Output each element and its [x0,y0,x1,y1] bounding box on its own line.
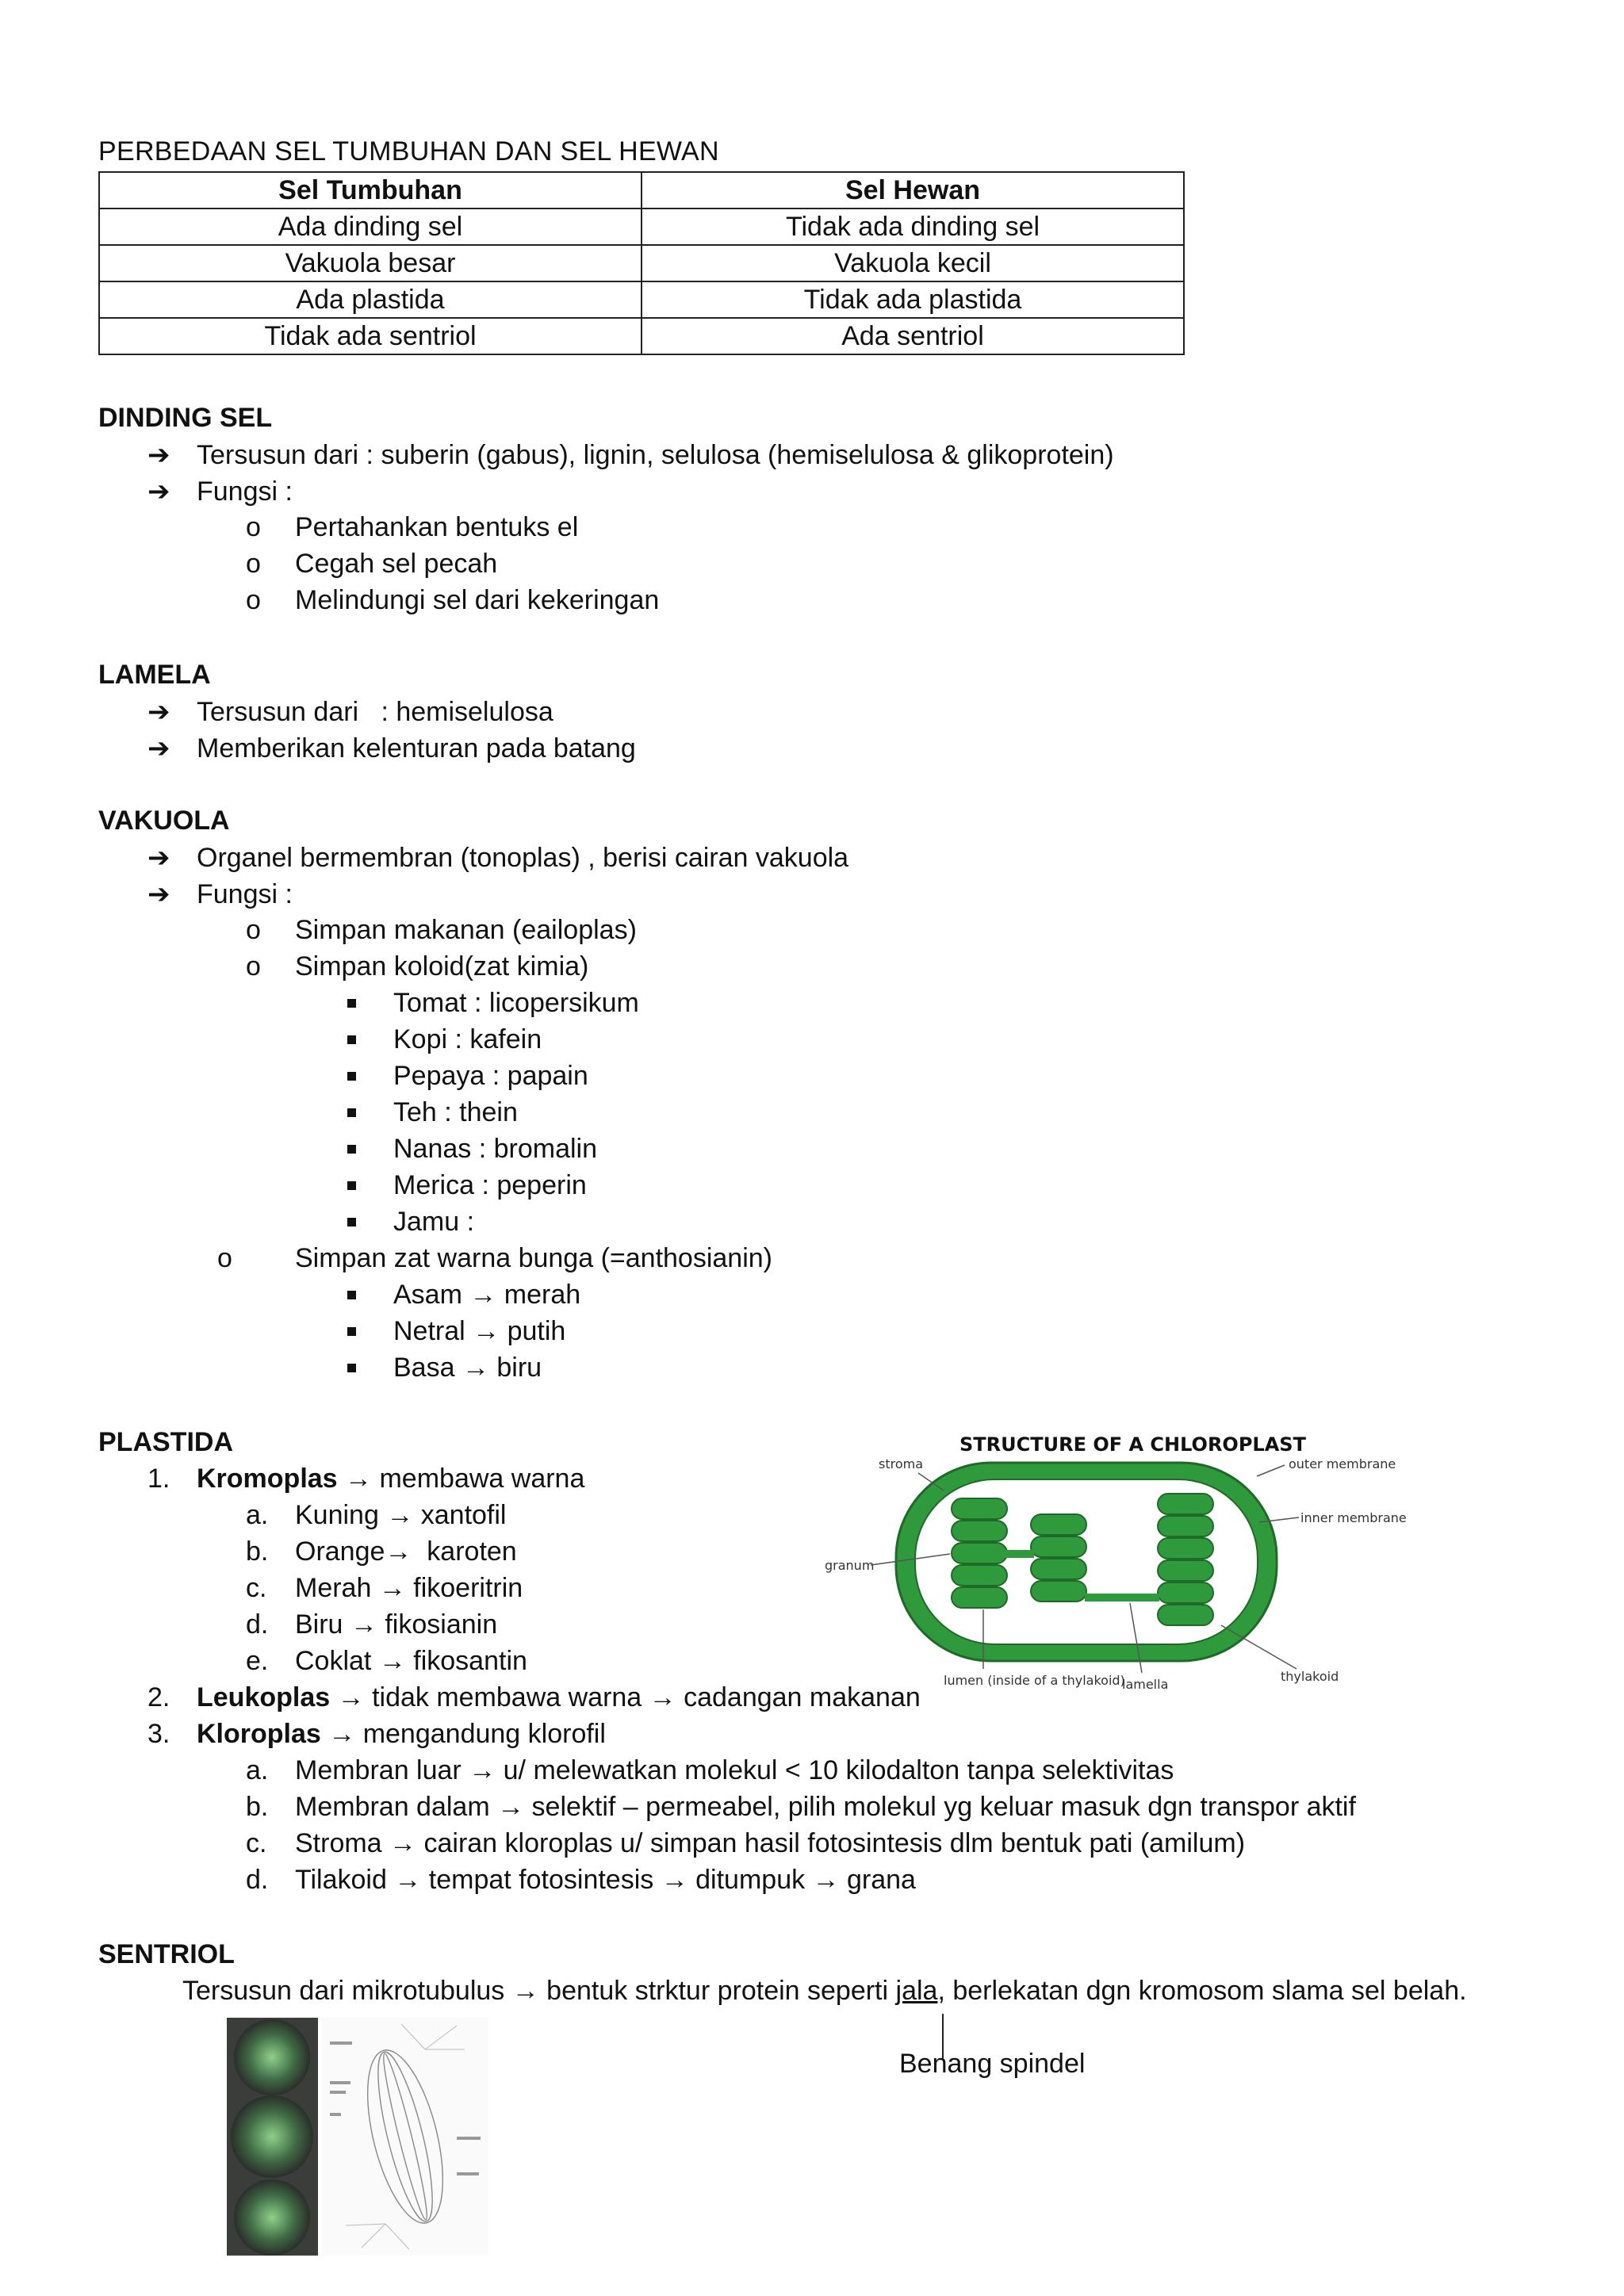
arrow-icon: ➔ [147,476,170,507]
sentriol-text-start: Tersusun dari mikrotubulus → bentuk strktur protein seperti [182,1976,896,2006]
sub-item: Simpan zat warna bunga (=anthosianin) [295,1243,772,1273]
kloroplas-item: Membran luar → u/ melewatkan molekul < 10 kilodalton tanpa selektivitas [295,1755,1174,1785]
koloid-item: Pepaya : papain [393,1061,588,1091]
arrow-icon: ➔ [147,843,170,873]
square-bullet-icon [347,1218,356,1226]
bullet-text: Fungsi : [197,476,293,507]
term: Kloroplas [197,1719,321,1749]
granum-left-shape [952,1498,1007,1608]
koloid-item: Teh : thein [393,1097,518,1127]
spindle-image [227,2018,488,2256]
square-bullet-icon [347,1181,356,1190]
stroma-label: stroma [879,1456,924,1471]
list-number: 3. [147,1719,170,1749]
section-heading-lamela: LAMELA [98,660,211,690]
list-letter: c. [246,1573,267,1603]
warna-item: Basa → biru [393,1353,542,1383]
arrow-icon: ➔ [147,879,170,909]
table-row [99,281,1184,318]
term-desc: → mengandung klorofil [320,1719,606,1749]
kloroplas-item: Membran dalam → selektif – permeabel, pilih molekul yg keluar masuk dgn transpor aktif [295,1792,1356,1822]
circle-bullet-icon: o [246,585,261,615]
list-letter: b. [246,1536,269,1567]
section-heading-sentriol: SENTRIOL [98,1939,235,1969]
sub-item: Simpan koloid(zat kimia) [295,951,589,982]
circle-bullet-icon: o [246,512,261,542]
bullet-item [147,476,293,507]
square-bullet-icon [347,999,356,1008]
kromoplas-item: Merah → fikoeritrin [295,1573,523,1603]
table-header: Sel Hewan [642,172,1184,209]
list-letter: d. [246,1609,269,1640]
thylakoid-label: thylakoid [1281,1669,1339,1684]
circle-bullet-icon: o [246,915,261,945]
table-cell: Ada sentriol [642,318,1184,354]
bullet-text: Memberikan kelenturan pada batang [197,733,636,763]
diagram-title: STRUCTURE OF A CHLOROPLAST [959,1433,1306,1456]
aster-glow-shape [231,2095,313,2178]
table-cell: Vakuola besar [99,245,642,281]
bullet-item [147,842,848,874]
table-cell: Tidak ada sentriol [99,318,642,354]
page-title: PERBEDAAN SEL TUMBUHAN DAN SEL HEWAN [98,136,719,166]
circle-bullet-icon: o [217,1243,232,1273]
bullet-item [147,696,553,728]
benang-spindel-label: Benang spindel [899,2049,1086,2079]
table-header-row [99,172,1184,209]
table-cell: Vakuola kecil [642,245,1184,281]
koloid-item: Kopi : kafein [393,1024,542,1054]
circle-bullet-icon: o [246,549,261,579]
numbered-item [197,1464,584,1494]
square-bullet-icon [347,1035,356,1044]
square-bullet-icon [347,1327,356,1336]
sentriol-text [182,1976,1467,2007]
section-heading-plastida: PLASTIDA [98,1427,233,1457]
kromoplas-item: Orange→ karoten [295,1536,517,1567]
bullet-item [147,439,1114,471]
table-cell: Ada dinding sel [99,209,642,245]
arrow-icon: ➔ [147,440,170,470]
aster-glow-shape [234,2179,310,2256]
kromoplas-item: Biru → fikosianin [295,1609,498,1640]
bullet-item [147,733,636,764]
sub-item: Cegah sel pecah [295,549,498,579]
bullet-text: Fungsi : [197,879,293,909]
term: Kromoplas [197,1464,338,1494]
table-cell: Tidak ada dinding sel [642,209,1184,245]
koloid-item: Merica : peperin [393,1170,587,1200]
list-letter: c. [246,1828,267,1858]
aster-glow-shape [234,2019,310,2095]
sub-item: Melindungi sel dari kekeringan [295,585,660,615]
term: Leukoplas [197,1682,331,1712]
square-bullet-icon [347,1291,356,1299]
koloid-item: Tomat : licopersikum [393,988,639,1018]
term-desc: → tidak membawa warna → cadangan makanan [330,1682,921,1712]
chloroplast-diagram [825,1427,1407,1736]
kloroplas-item: Stroma → cairan kloroplas u/ simpan hasil fotosintesis dlm bentuk pati (amilum) [295,1828,1246,1858]
comparison-table [98,171,1185,355]
list-letter: d. [246,1865,269,1895]
sub-item: Simpan makanan (eailoplas) [295,915,637,945]
kromoplas-item: Coklat → fikosantin [295,1646,527,1676]
warna-item: Asam → merah [393,1280,581,1310]
arrow-icon: ➔ [147,733,170,763]
lumen-label: lumen (inside of a thylakoid) [944,1673,1125,1688]
table-cell: Tidak ada plastida [642,281,1184,318]
table-row [99,245,1184,281]
circle-bullet-icon: o [246,951,261,982]
lamella-shape [1005,1550,1034,1558]
term-desc: → membawa warna [337,1464,585,1494]
koloid-item: Nanas : bromalin [393,1134,598,1164]
koloid-item: Jamu : [393,1207,475,1237]
section-heading-vakuola: VAKUOLA [98,806,230,836]
list-letter: b. [246,1792,269,1822]
sentriol-text-end: , berlekatan dgn kromosom slama sel belah. [937,1976,1467,2006]
lamella-label: lamella [1122,1677,1169,1692]
bullet-text: Tersusun dari : hemiselulosa [197,697,553,727]
numbered-item [197,1682,921,1713]
square-bullet-icon [347,1072,356,1081]
list-letter: a. [246,1500,269,1530]
sub-item: Pertahankan bentuks el [295,512,579,542]
table-row [99,209,1184,245]
lamella-shape [1085,1594,1159,1601]
table-row [99,318,1184,354]
list-letter: a. [246,1755,269,1785]
numbered-item [197,1719,606,1750]
square-bullet-icon [347,1364,356,1372]
section-heading-dinding-sel: DINDING SEL [98,403,273,433]
square-bullet-icon [347,1145,356,1154]
warna-item: Netral → putih [393,1316,566,1346]
bullet-text: Organel bermembran (tonoplas) , berisi cairan vakuola [197,843,849,873]
kloroplas-item: Tilakoid → tempat fotosintesis → ditumpuk → grana [295,1865,916,1895]
list-number: 1. [147,1464,170,1494]
arrow-icon: ➔ [147,697,170,727]
bullet-text: Tersusun dari : suberin (gabus), lignin, selulosa (hemiselulosa & glikoprotein) [197,440,1114,470]
jala-word: jala [895,1976,938,2006]
list-letter: e. [246,1646,269,1676]
outer-membrane-label: outer membrane [1289,1456,1396,1471]
kromoplas-item: Kuning → xantofil [295,1500,507,1530]
table-cell: Ada plastida [99,281,642,318]
inner-membrane-label: inner membrane [1300,1510,1407,1525]
list-number: 2. [147,1682,170,1712]
table-header: Sel Tumbuhan [99,172,642,209]
granum-label: granum [825,1558,875,1573]
bullet-item [147,878,293,910]
square-bullet-icon [347,1108,356,1117]
